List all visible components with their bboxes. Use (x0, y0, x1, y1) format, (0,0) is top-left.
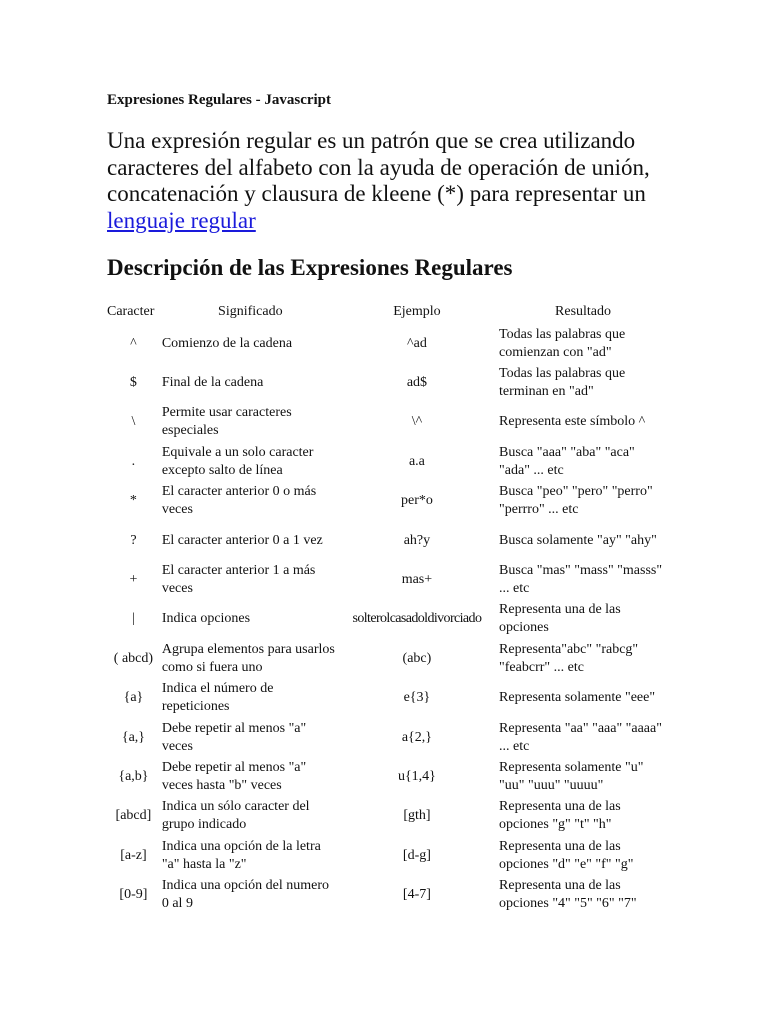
cell-resultado: Representa "aa" "aaa" "aaaa" ... etc (499, 720, 662, 754)
cell-ejemplo: [d-g] (402, 847, 431, 863)
cell-resultado: Busca "peo" "pero" "perro" "perrro" ... etc (499, 484, 653, 518)
intro-text: Una expresión regular es un patrón que se crea utilizando caracteres del alfabeto con la ayuda de operación de unión, concatenación y clausura de kleene (*) para representar un (107, 128, 650, 206)
cell-resultado: Representa solamente "eee" (499, 690, 656, 706)
cell-resultado: Representa una de las opciones "d" "e" "f" "g" (499, 838, 634, 872)
table-row (107, 797, 667, 836)
cell-caracter: [abcd] (115, 808, 152, 824)
header-significado: Significado (218, 304, 283, 319)
cell-ejemplo: [gth] (403, 808, 431, 824)
cell-resultado: Busca "mas" "mass" "masss" ... etc (499, 563, 663, 597)
cell-resultado: Representa una de las opciones "g" "t" "h" (499, 799, 621, 833)
cell-ejemplo: mas+ (401, 572, 433, 588)
cell-resultado: Representa este símbolo ^ (499, 414, 646, 430)
cell-resultado: Representa una de las opciones (499, 602, 621, 636)
cell-resultado: Todas las palabras que comienzan con "ad" (499, 326, 626, 360)
cell-caracter: ^ (130, 335, 137, 351)
table-row (107, 363, 667, 402)
cell-ejemplo: u{1,4} (397, 768, 436, 784)
cell-ejemplo: (abc) (402, 650, 432, 666)
cell-significado: Agrupa elementos para usarlos como si fuera uno (161, 641, 335, 675)
cell-significado: Comienzo de la cadena (161, 335, 293, 351)
cell-significado: Debe repetir al menos "a" veces (161, 720, 307, 754)
cell-significado: Indica el número de repeticiones (161, 681, 274, 715)
table-row (107, 560, 667, 599)
cell-resultado: Todas las palabras que terminan en "ad" (499, 366, 626, 400)
header-ejemplo: Ejemplo (393, 304, 441, 319)
table-row (107, 324, 667, 363)
cell-significado: El caracter anterior 0 o más veces (161, 484, 317, 518)
table-row (107, 639, 667, 678)
cell-ejemplo: [4-7] (402, 887, 431, 903)
table-row (107, 403, 667, 442)
table-row (107, 679, 667, 718)
cell-significado: Indica una opción de la letra "a" hasta la "z" (161, 838, 321, 872)
cell-resultado: Busca solamente "ay" "ahy" (499, 532, 657, 548)
cell-ejemplo: solterolcasadoldivorciado (352, 611, 482, 627)
cell-ejemplo: ah?y (403, 532, 431, 548)
cell-caracter: {a,} (121, 729, 145, 745)
table-row (107, 442, 667, 481)
cell-caracter: $ (129, 375, 137, 391)
cell-ejemplo: per*o (400, 493, 433, 509)
section-heading: Descripción de las Expresiones Regulares (107, 255, 513, 280)
cell-caracter: [a-z] (120, 847, 147, 863)
cell-resultado: Representa una de las opciones "4" "5" "6" "7" (499, 878, 637, 912)
cell-ejemplo: ad$ (406, 375, 428, 391)
cell-caracter: ( abcd) (113, 650, 154, 666)
cell-significado: Final de la cadena (161, 375, 264, 391)
regex-table (107, 300, 667, 915)
document-title: Expresiones Regulares - Javascript (107, 92, 332, 108)
cell-caracter: {a,b} (118, 768, 149, 784)
cell-caracter: * (129, 493, 137, 509)
cell-significado: Equivale a un solo caracter excepto salto de línea (161, 444, 314, 478)
table-row (107, 482, 667, 521)
cell-caracter: ? (130, 532, 137, 548)
cell-ejemplo: a{2,} (401, 729, 432, 745)
cell-significado: Indica opciones (161, 611, 251, 627)
cell-significado: Debe repetir al menos "a" veces hasta "b" veces (161, 759, 307, 793)
header-resultado: Resultado (555, 304, 612, 319)
cell-ejemplo: e{3} (403, 690, 431, 706)
cell-resultado: Busca "aaa" "aba" "aca" "ada" ... etc (499, 444, 635, 478)
cell-caracter: \ (131, 414, 136, 430)
cell-significado: Indica una opción del numero 0 al 9 (161, 878, 330, 912)
table-row (107, 836, 667, 875)
cell-resultado: Representa"abc" "rabcg" "feabcrr" ... etc (499, 641, 639, 675)
cell-significado: El caracter anterior 0 a 1 vez (161, 532, 323, 548)
table-header-row (107, 300, 667, 324)
cell-ejemplo: a.a (408, 453, 425, 469)
cell-ejemplo: ^ad (407, 335, 427, 351)
cell-significado: El caracter anterior 1 a más veces (161, 563, 316, 597)
cell-significado: Indica un sólo caracter del grupo indicado (161, 799, 310, 833)
table-row (107, 757, 667, 796)
cell-caracter: [0-9] (119, 887, 148, 903)
table-row (107, 718, 667, 757)
table-row (107, 875, 667, 914)
cell-caracter: {a} (123, 690, 144, 706)
intro-paragraph (107, 128, 667, 234)
table-row (107, 521, 667, 560)
cell-caracter: + (129, 572, 138, 588)
header-caracter: Caracter (107, 304, 155, 319)
cell-significado: Permite usar caracteres especiales (161, 405, 292, 439)
regular-language-link[interactable]: lenguaje regular (107, 207, 256, 233)
cell-caracter: . (131, 453, 136, 469)
cell-caracter: | (132, 611, 135, 627)
cell-resultado: Representa solamente "u" "uu" "uuu" "uuuu" (499, 759, 644, 793)
cell-ejemplo: \^ (411, 414, 423, 430)
table-row (107, 600, 667, 639)
